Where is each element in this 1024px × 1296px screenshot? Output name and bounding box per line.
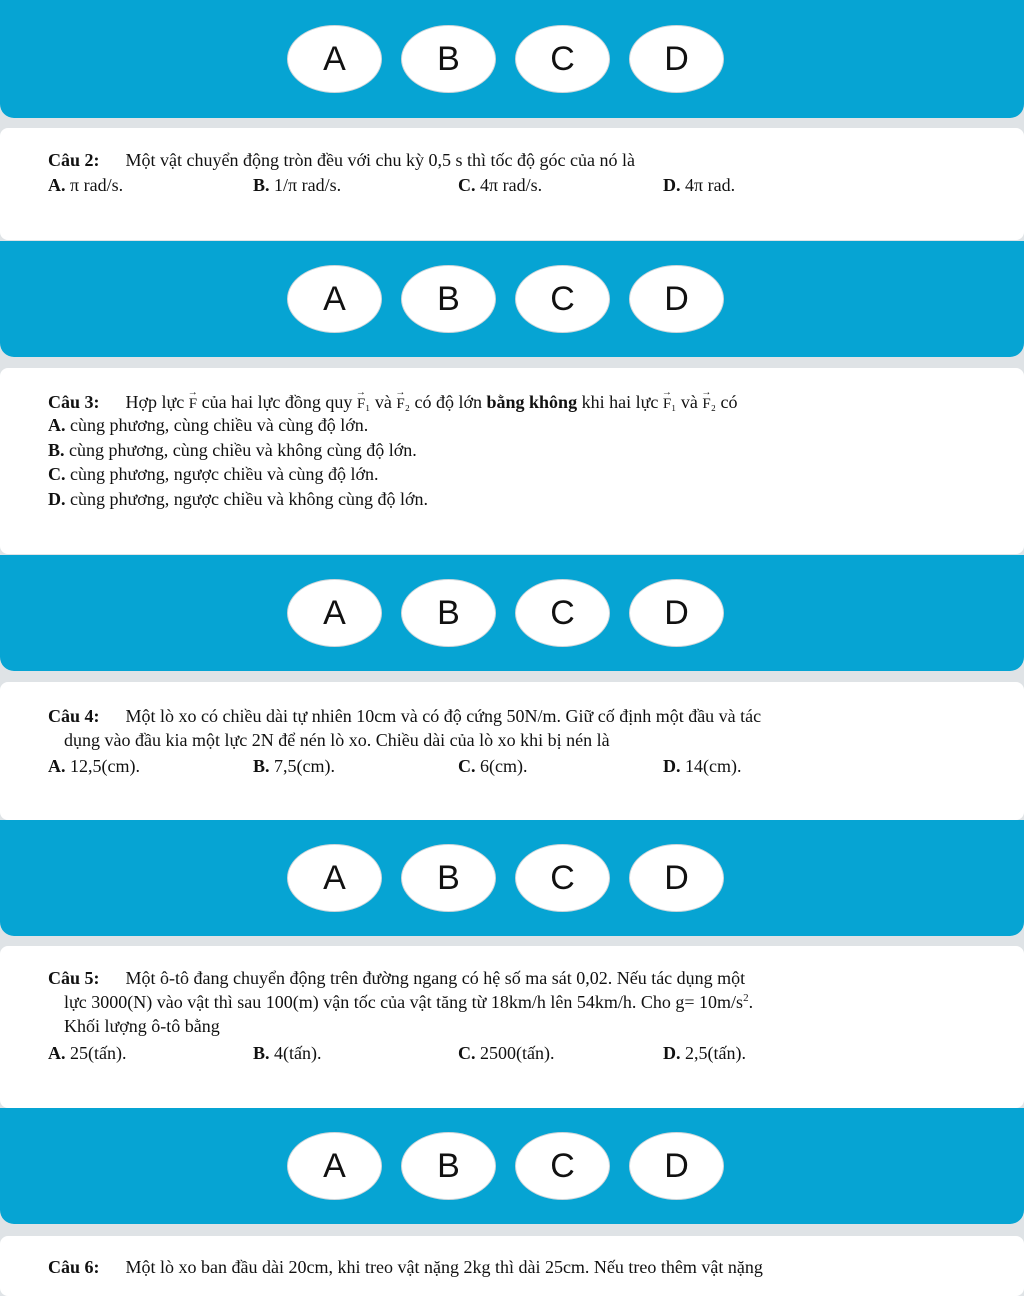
answer-d: D. 4π rad.: [663, 175, 736, 195]
stem-part: khi hai lực: [581, 392, 659, 412]
stem-line: Một lò xo có chiều dài tự nhiên 10cm và có độ cứng 50N/m. Giữ cố định một đầu và tác: [125, 706, 762, 726]
stem-line: Khối lượng ô-tô bằng: [64, 1016, 220, 1036]
question-number: Câu 6:: [48, 1257, 100, 1277]
answer-a: A. 25(tấn).: [48, 1043, 127, 1063]
question-number: Câu 4:: [48, 706, 100, 726]
vector-f2: → F₂: [396, 392, 410, 416]
option-c-button[interactable]: C: [515, 844, 610, 912]
option-c-button[interactable]: C: [515, 25, 610, 93]
answer-b: B. cùng phương, cùng chiều và không cùng độ lớn.: [48, 439, 417, 460]
answer-band-3: [0, 555, 1024, 671]
option-b-button[interactable]: B: [401, 844, 496, 912]
option-a-button[interactable]: A: [287, 25, 382, 93]
answer-options-5: [287, 1132, 724, 1200]
option-a-button[interactable]: A: [287, 1132, 382, 1200]
question-card-5: [0, 946, 1024, 1108]
stem-part: Hợp lực: [125, 392, 185, 412]
question-4-text: [48, 704, 984, 752]
vector-f1: → F₁: [357, 392, 371, 416]
answer-band-1: [0, 0, 1024, 118]
option-a-button[interactable]: A: [287, 579, 382, 647]
option-b-button[interactable]: B: [401, 265, 496, 333]
answer-options-1: [287, 25, 724, 93]
question-number: Câu 5:: [48, 968, 100, 988]
option-b-button[interactable]: B: [401, 25, 496, 93]
stem-line: lực 3000(N) vào vật thì sau 100(m) vận tốc của vật tăng từ 18km/h lên 54km/h. Cho g= 10m/s: [64, 992, 744, 1012]
option-b-button[interactable]: B: [401, 1132, 496, 1200]
stem-part: và: [680, 392, 698, 412]
option-a-button[interactable]: A: [287, 844, 382, 912]
answer-c: C. 4π rad/s.: [458, 175, 543, 195]
option-d-button[interactable]: D: [629, 25, 724, 93]
vector-f2: → F₂: [702, 392, 716, 416]
stem-bold: bằng không: [486, 392, 578, 412]
answer-b: B. 1/π rad/s.: [253, 175, 342, 195]
stem-part: và: [374, 392, 392, 412]
answer-d: D. cùng phương, ngược chiều và không cùng độ lớn.: [48, 488, 429, 509]
question-card-6: [0, 1236, 1024, 1296]
stem-part: của hai lực đồng quy: [201, 392, 353, 412]
answer-row-2: [48, 173, 868, 197]
stem-punct: .: [748, 992, 754, 1012]
answer-c: C. cùng phương, ngược chiều và cùng độ lớn.: [48, 464, 379, 484]
stem-line: Một ô-tô đang chuyển động trên đường ngang có hệ số ma sát 0,02. Nếu tác dụng một: [125, 968, 746, 988]
option-b-button[interactable]: B: [401, 579, 496, 647]
superscript: 2: [743, 992, 749, 1004]
answer-d: D. 2,5(tấn).: [663, 1043, 746, 1063]
answer-a: A. π rad/s.: [48, 175, 124, 195]
option-c-button[interactable]: C: [515, 265, 610, 333]
option-d-button[interactable]: D: [629, 579, 724, 647]
answer-band-5: [0, 1108, 1024, 1224]
answer-row-4: [48, 754, 868, 778]
option-c-button[interactable]: C: [515, 1132, 610, 1200]
stem-part: có độ lớn: [414, 392, 483, 412]
stem-line: dụng vào đầu kia một lực 2N để nén lò xo. Chiều dài của lò xo khi bị nén là: [64, 730, 610, 750]
question-6-text: [48, 1255, 984, 1279]
answer-row-5: [48, 1041, 868, 1065]
question-card-3: [0, 368, 1024, 554]
answer-list-3: [48, 413, 428, 511]
answer-a: A. 12,5(cm).: [48, 756, 140, 776]
answer-b: B. 4(tấn).: [253, 1043, 322, 1063]
answer-b: B. 7,5(cm).: [253, 756, 335, 776]
answer-options-2: [287, 265, 724, 333]
answer-c: C. 2500(tấn).: [458, 1043, 555, 1063]
answer-a: A. cùng phương, cùng chiều và cùng độ lớn.: [48, 415, 369, 435]
option-d-button[interactable]: D: [629, 265, 724, 333]
question-number: Câu 3:: [48, 392, 100, 412]
question-5-text: [48, 966, 984, 1038]
question-number: Câu 2:: [48, 150, 100, 170]
vector-f1: → F₁: [663, 392, 677, 416]
option-a-button[interactable]: A: [287, 265, 382, 333]
stem-part: có: [720, 392, 738, 412]
question-card-4: [0, 682, 1024, 820]
answer-c: C. 6(cm).: [458, 756, 528, 776]
question-2-text: [48, 148, 984, 172]
option-d-button[interactable]: D: [629, 1132, 724, 1200]
option-d-button[interactable]: D: [629, 844, 724, 912]
stem-line: Một lò xo ban đầu dài 20cm, khi treo vật nặng 2kg thì dài 25cm. Nếu treo thêm vật nặng: [125, 1257, 763, 1277]
answer-d: D. 14(cm).: [663, 756, 742, 776]
answer-band-2: [0, 241, 1024, 357]
answer-band-4: [0, 820, 1024, 936]
question-stem: Một vật chuyển động tròn đều với chu kỳ 0,5 s thì tốc độ góc của nó là: [125, 150, 635, 170]
vector-f: → F: [189, 392, 197, 416]
question-card-2: [0, 128, 1024, 240]
answer-options-3: [287, 579, 724, 647]
answer-options-4: [287, 844, 724, 912]
option-c-button[interactable]: C: [515, 579, 610, 647]
